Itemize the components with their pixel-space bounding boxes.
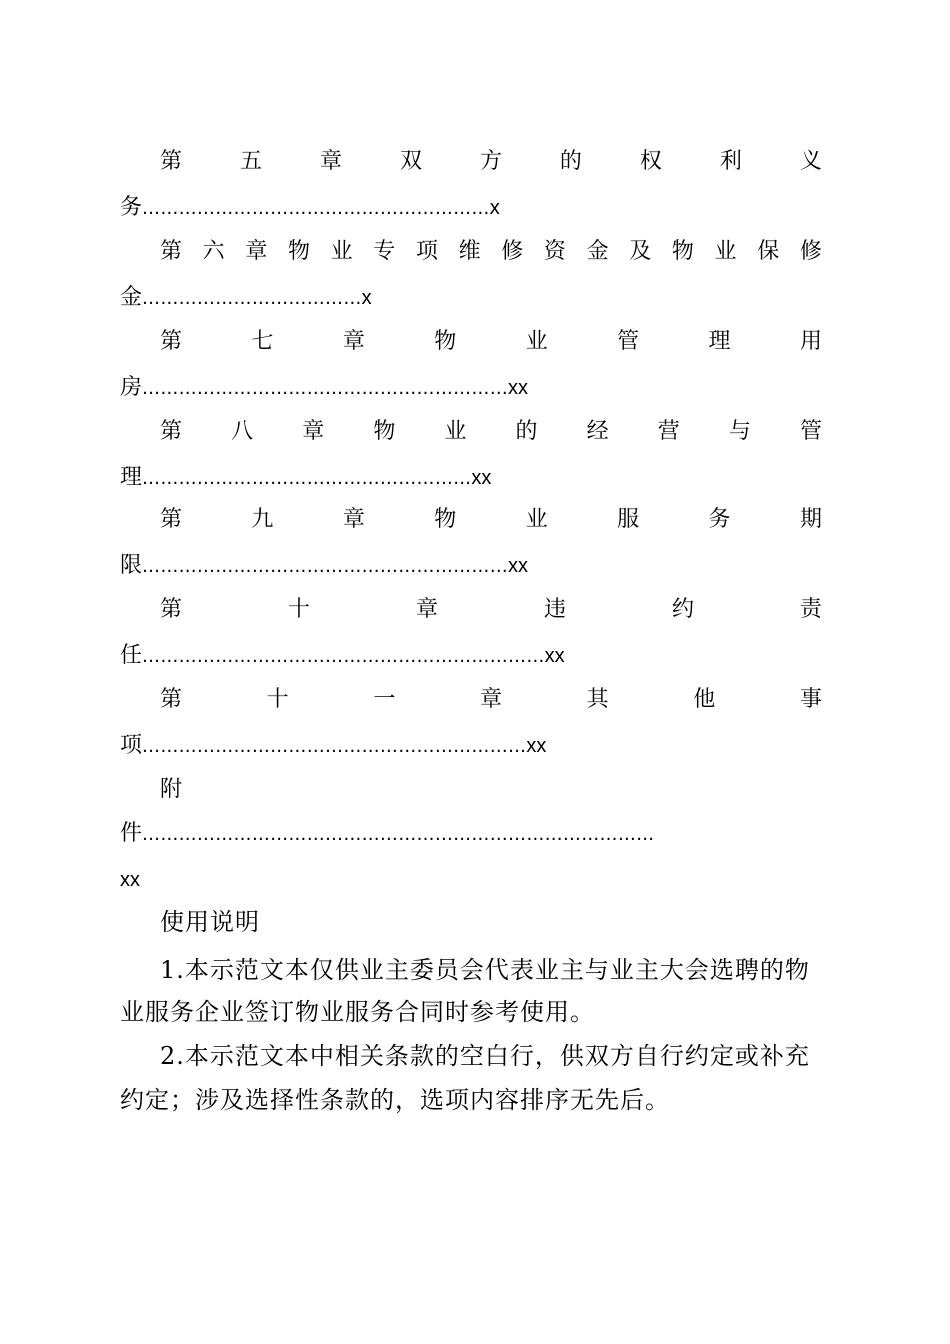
toc-char: 章 bbox=[479, 687, 502, 712]
dot-leader: ……………………………… bbox=[142, 288, 362, 309]
toc-char: 九 bbox=[251, 507, 274, 532]
toc-entry-9-leader[interactable] bbox=[120, 546, 822, 586]
toc-entry-5-heading[interactable] bbox=[160, 142, 822, 182]
toc-char: 方 bbox=[479, 149, 502, 174]
toc-tail-char: 理 bbox=[120, 465, 143, 490]
toc-char: 第 bbox=[160, 149, 183, 174]
toc-char: 的 bbox=[559, 149, 582, 174]
toc-char: 十 bbox=[266, 687, 289, 712]
toc-char: 八 bbox=[231, 419, 254, 444]
toc-tail-char: 金 bbox=[120, 285, 143, 310]
toc-char: 物 bbox=[434, 507, 457, 532]
toc-char: 章 bbox=[342, 329, 365, 354]
toc-char: 利 bbox=[719, 149, 742, 174]
toc-tail-char: 房 bbox=[120, 375, 143, 400]
toc-entry-6-leader[interactable] bbox=[120, 278, 822, 318]
toc-char: 金 bbox=[586, 239, 609, 264]
toc-tail-char: 件 bbox=[120, 821, 143, 846]
toc-tail-char: 项 bbox=[120, 733, 143, 758]
toc-char: 附 bbox=[160, 777, 183, 802]
instruction-line: 业服务企业签订物业服务合同时参考使用。 bbox=[120, 998, 595, 1026]
dot-leader: ………………………………………………………… bbox=[142, 646, 545, 667]
toc-char: 资 bbox=[543, 239, 566, 264]
toc-char: 物 bbox=[287, 239, 310, 264]
toc-tail-char: 限 bbox=[120, 553, 143, 578]
toc-char: 专 bbox=[373, 239, 396, 264]
toc-char: 维 bbox=[458, 239, 481, 264]
toc-entry-11-leader[interactable] bbox=[120, 726, 822, 766]
toc-char: 的 bbox=[515, 419, 538, 444]
toc-entry-11-heading[interactable] bbox=[160, 680, 822, 720]
dot-leader: ………………………………………………………………………… bbox=[142, 824, 655, 845]
toc-char: 业 bbox=[444, 419, 467, 444]
toc-char: 章 bbox=[319, 149, 342, 174]
toc-entry-6-heading[interactable] bbox=[160, 232, 822, 272]
toc-char: 业 bbox=[714, 239, 737, 264]
toc-appendix-page-line bbox=[120, 860, 822, 900]
toc-char: 第 bbox=[160, 687, 183, 712]
toc-char: 第 bbox=[160, 329, 183, 354]
toc-char: 章 bbox=[245, 239, 268, 264]
toc-char: 与 bbox=[728, 419, 751, 444]
toc-char: 违 bbox=[543, 597, 566, 622]
toc-char: 章 bbox=[302, 419, 325, 444]
toc-page-number: xx bbox=[544, 645, 565, 667]
toc-char: 约 bbox=[671, 597, 694, 622]
toc-char: 十 bbox=[287, 597, 310, 622]
toc-char: 第 bbox=[160, 597, 183, 622]
toc-entry-5-leader[interactable] bbox=[120, 188, 822, 228]
instructions-title: 使用说明 bbox=[160, 908, 260, 936]
toc-char: 物 bbox=[434, 329, 457, 354]
toc-page-number: xx bbox=[526, 735, 547, 757]
instruction-line: 1.本示范文本仅供业主委员会代表业主与业主大会选聘的物 bbox=[160, 956, 810, 984]
toc-entry-10-leader[interactable] bbox=[120, 636, 822, 676]
toc-entry-7-heading[interactable] bbox=[160, 322, 822, 362]
toc-char: 及 bbox=[629, 239, 652, 264]
toc-char: 第 bbox=[160, 507, 183, 532]
toc-char: 第 bbox=[160, 419, 183, 444]
toc-entry-8-leader[interactable] bbox=[120, 458, 822, 498]
toc-char: 责 bbox=[799, 597, 822, 622]
toc-appendix-leader[interactable] bbox=[120, 814, 822, 854]
toc-appendix-heading[interactable] bbox=[160, 770, 822, 810]
toc-char: 理 bbox=[708, 329, 731, 354]
toc-char: 其 bbox=[586, 687, 609, 712]
toc-char: 五 bbox=[239, 149, 262, 174]
toc-char: 业 bbox=[525, 329, 548, 354]
toc-tail-char: 务 bbox=[120, 195, 143, 220]
toc-char: 权 bbox=[639, 149, 662, 174]
toc-page-number: xx bbox=[120, 869, 140, 891]
toc-char: 用 bbox=[799, 329, 822, 354]
toc-char: 期 bbox=[799, 507, 822, 532]
dot-leader: ………………………………………………… bbox=[142, 198, 490, 219]
toc-char: 七 bbox=[251, 329, 274, 354]
toc-char: 管 bbox=[617, 329, 640, 354]
dot-leader: …………………………………………………… bbox=[142, 378, 509, 399]
toc-char: 项 bbox=[415, 239, 438, 264]
toc-char: 他 bbox=[693, 687, 716, 712]
toc-char: 业 bbox=[330, 239, 353, 264]
toc-page-number: xx bbox=[471, 467, 492, 489]
toc-char: 服 bbox=[617, 507, 640, 532]
dot-leader: ……………………………………………… bbox=[142, 468, 472, 489]
toc-entry-9-heading[interactable] bbox=[160, 500, 822, 540]
toc-char: 务 bbox=[708, 507, 731, 532]
toc-char: 一 bbox=[373, 687, 396, 712]
toc-entry-10-heading[interactable] bbox=[160, 590, 822, 630]
toc-char: 事 bbox=[799, 687, 822, 712]
toc-page-number: x bbox=[489, 197, 500, 219]
toc-char: 第 bbox=[160, 239, 183, 264]
toc-char: 物 bbox=[373, 419, 396, 444]
toc-char: 义 bbox=[799, 149, 822, 174]
toc-tail-char: 任 bbox=[120, 643, 143, 668]
toc-char: 业 bbox=[525, 507, 548, 532]
dot-leader: …………………………………………………… bbox=[142, 556, 509, 577]
toc-char: 保 bbox=[757, 239, 780, 264]
toc-page-number: xx bbox=[508, 555, 529, 577]
toc-char: 经 bbox=[586, 419, 609, 444]
instruction-line: 2.本示范文本中相关条款的空白行，供双方自行约定或补充 bbox=[160, 1042, 810, 1070]
dot-leader: ……………………………………………………… bbox=[142, 736, 527, 757]
toc-char: 章 bbox=[415, 597, 438, 622]
instruction-line: 约定；涉及选择性条款的，选项内容排序无先后。 bbox=[120, 1086, 670, 1114]
toc-page-number: x bbox=[361, 287, 372, 309]
toc-page-number: xx bbox=[508, 377, 529, 399]
toc-char: 章 bbox=[342, 507, 365, 532]
toc-char: 营 bbox=[657, 419, 680, 444]
toc-char: 物 bbox=[671, 239, 694, 264]
toc-entry-8-heading[interactable] bbox=[160, 412, 822, 452]
toc-char: 双 bbox=[399, 149, 422, 174]
toc-char: 修 bbox=[501, 239, 524, 264]
toc-entry-7-leader[interactable] bbox=[120, 368, 822, 408]
toc-char: 修 bbox=[799, 239, 822, 264]
toc-char: 六 bbox=[202, 239, 225, 264]
toc-char: 管 bbox=[799, 419, 822, 444]
